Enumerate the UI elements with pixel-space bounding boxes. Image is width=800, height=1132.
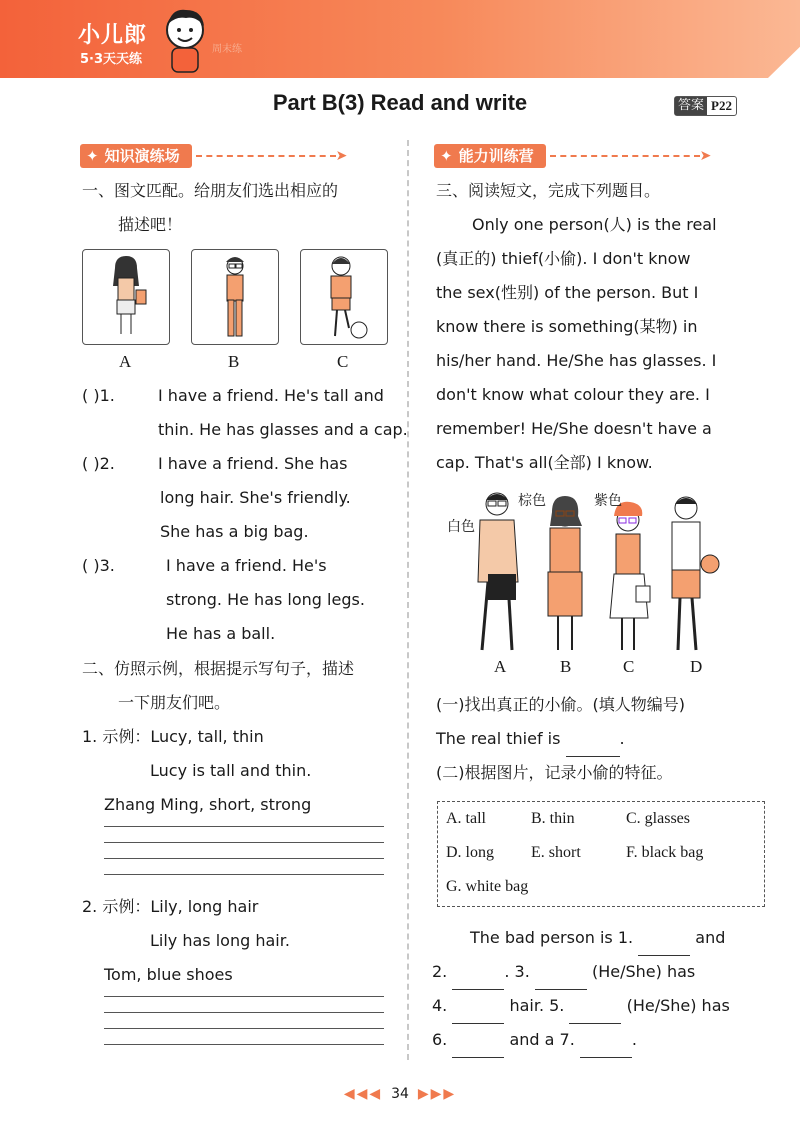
- fill-line-2: 2. . 3. (He/She) has: [432, 955, 695, 990]
- answer-label: 答案: [675, 97, 707, 115]
- passage-line-5: his/her hand. He/She has glasses. I: [436, 351, 717, 370]
- writing-line[interactable]: [104, 842, 384, 843]
- picture-label-a: A: [119, 352, 132, 371]
- option-g: G. white bag: [446, 878, 529, 895]
- answer-blank[interactable]: [569, 989, 621, 1024]
- item-1-line-2: thin. He has glasses and a cap.: [158, 420, 408, 439]
- picture-a: [82, 249, 170, 345]
- passage-line-2: (真正的) thief(小偷). I don't know: [436, 249, 691, 268]
- boy-ball-icon: [301, 250, 387, 344]
- example-1-answer: Lucy is tall and thin.: [150, 761, 312, 780]
- sub-question-2: (二)根据图片，记录小偷的特征。: [436, 763, 673, 782]
- writing-line[interactable]: [104, 858, 384, 859]
- example-2-answer: Lily has long hair.: [150, 931, 290, 950]
- item-2-line-2: long hair. She's friendly.: [160, 488, 351, 507]
- suspect-a-figure: [478, 493, 518, 650]
- writing-line[interactable]: [104, 1044, 384, 1045]
- q1-title-cont: 描述吧！: [118, 215, 183, 234]
- item-3-line-2: strong. He has long legs.: [166, 590, 365, 609]
- fill-line-1: The bad person is 1. and: [470, 921, 725, 956]
- suspect-d-figure: [672, 497, 719, 650]
- q3-title: 三、阅读短文，完成下列题目。: [436, 181, 661, 200]
- answer-blank[interactable]: [566, 722, 620, 757]
- star-icon: ✦: [440, 147, 453, 165]
- faint-label: 周末练: [212, 44, 242, 55]
- fill-line-3: 4. hair. 5. (He/She) has: [432, 989, 730, 1024]
- example-1-prompt: 1. 示例：Lucy, tall, thin: [82, 727, 264, 746]
- answer-badge: [674, 96, 737, 116]
- dash-line: [196, 155, 336, 157]
- example-2-task: Tom, blue shoes: [104, 965, 233, 984]
- suspect-label-d: D: [690, 657, 703, 676]
- star-icon: ✦: [86, 147, 99, 165]
- sub-question-1: (一)找出真正的小偷。(填人物编号): [436, 695, 685, 714]
- answer-blank[interactable]: [452, 1023, 504, 1058]
- example-2-prompt: 2. 示例：Lily, long hair: [82, 897, 259, 916]
- answer-blank[interactable]: [535, 955, 587, 990]
- picture-label-c: C: [337, 352, 349, 371]
- q2-title-cont: 一下朋友们吧。: [118, 693, 231, 712]
- passage-line-7: remember! He/She doesn't have a: [436, 419, 712, 438]
- option-c: C. glasses: [626, 810, 690, 827]
- item-3-line-3: He has a ball.: [166, 624, 276, 643]
- picture-c: [300, 249, 388, 345]
- item-2-number: ( )2.: [82, 454, 115, 473]
- q2-title: 二、仿照示例，根据提示写句子，描述: [82, 659, 355, 678]
- suspect-c-figure: [610, 502, 650, 650]
- q1-title: 一、图文匹配。给朋友们选出相应的: [82, 181, 339, 200]
- writing-line[interactable]: [104, 1012, 384, 1013]
- suspect-b-figure: [548, 496, 582, 650]
- writing-line[interactable]: [104, 826, 384, 827]
- sub-question-1-answer: The real thief is .: [436, 722, 625, 757]
- column-divider: [407, 140, 409, 1060]
- page-footer: [0, 1086, 800, 1102]
- item-1-number: ( )1.: [82, 386, 115, 405]
- brand-subtitle: 5·3天天练: [80, 52, 143, 67]
- item-1-line-1: I have a friend. He's tall and: [158, 386, 384, 405]
- writing-line[interactable]: [104, 1028, 384, 1029]
- page-title: Part B(3) Read and write: [272, 90, 528, 115]
- option-d: D. long: [446, 844, 494, 861]
- suspect-label-c: C: [623, 657, 635, 676]
- brand-logo: 小儿郎: [78, 23, 148, 48]
- item-3-line-1: I have a friend. He's: [166, 556, 327, 575]
- option-a: A. tall: [446, 810, 486, 827]
- fill-line-4: 6. and a 7. .: [432, 1023, 637, 1058]
- picture-b: [191, 249, 279, 345]
- answer-blank[interactable]: [452, 955, 504, 990]
- item-2-line-3: She has a big bag.: [160, 522, 309, 541]
- option-b: B. thin: [531, 810, 575, 827]
- writing-line[interactable]: [104, 996, 384, 997]
- arrow-right-icon: ➤: [335, 148, 348, 164]
- left-section-header: [80, 143, 347, 169]
- right-section-pill: ✦ 能力训练营: [434, 144, 546, 168]
- color-label-white: 白色: [447, 519, 475, 535]
- passage-line-4: know there is something(某物) in: [436, 317, 698, 336]
- page-number: 34: [391, 1086, 409, 1102]
- option-f: F. black bag: [626, 844, 704, 861]
- example-1-task: Zhang Ming, short, strong: [104, 795, 312, 814]
- boy-cap-glasses-icon: [192, 250, 278, 344]
- mascot-icon: [162, 6, 208, 74]
- suspect-label-a: A: [494, 657, 507, 676]
- arrow-right-icon: ➤: [699, 148, 712, 164]
- suspects-illustration: [440, 486, 740, 658]
- passage-line-8: cap. That's all(全部) I know.: [436, 453, 653, 472]
- color-label-brown: 棕色: [518, 493, 546, 509]
- right-section-header: [434, 143, 711, 169]
- suspect-label-b: B: [560, 657, 572, 676]
- next-arrows-icon: ▶▶▶: [417, 1086, 457, 1102]
- passage-line-6: don't know what colour they are. I: [436, 385, 710, 404]
- answer-page: P22: [711, 98, 732, 113]
- answer-blank[interactable]: [580, 1023, 632, 1058]
- answer-blank[interactable]: [452, 989, 504, 1024]
- left-section-pill: ✦ 知识演练场: [80, 144, 192, 168]
- color-label-purple: 紫色: [594, 493, 622, 509]
- prev-arrows-icon: ◀◀◀: [343, 1086, 383, 1102]
- writing-line[interactable]: [104, 874, 384, 875]
- passage-line-1: Only one person(人) is the real: [472, 215, 717, 234]
- item-2-line-1: I have a friend. She has: [158, 454, 348, 473]
- dash-line: [550, 155, 700, 157]
- girl-bag-icon: [83, 250, 169, 344]
- passage-line-3: the sex(性别) of the person. But I: [436, 283, 699, 302]
- option-e: E. short: [531, 844, 581, 861]
- answer-blank[interactable]: [638, 921, 690, 956]
- picture-label-b: B: [228, 352, 240, 371]
- item-3-number: ( )3.: [82, 556, 115, 575]
